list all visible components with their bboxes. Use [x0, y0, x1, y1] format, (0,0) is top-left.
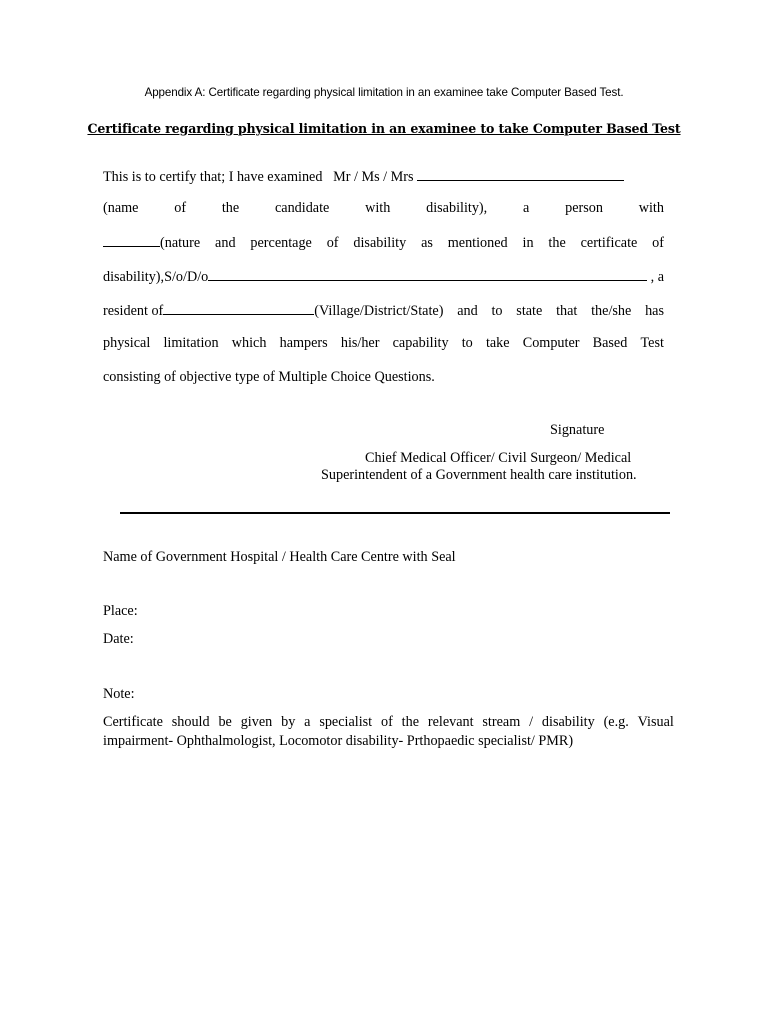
body-line-2 — [103, 200, 664, 217]
word: disability — [541, 714, 595, 730]
word: Test — [640, 335, 664, 351]
salutation-text: Mr / Ms / Mrs — [333, 169, 414, 185]
nature-group — [103, 233, 200, 252]
note-label: Note: — [103, 686, 135, 702]
word: limitation — [163, 335, 219, 351]
word: should — [171, 714, 210, 730]
hospital-seal-label: Name of Government Hospital / Health Care Centre with Seal — [103, 549, 456, 565]
word: of — [652, 235, 664, 251]
word: Visual — [637, 714, 674, 730]
word: as — [421, 235, 433, 251]
word: disability), — [426, 200, 488, 216]
word: percentage — [250, 235, 312, 251]
body-line-7: consisting of objective type of Multiple Choice Questions. — [103, 369, 435, 385]
word: and — [457, 303, 478, 319]
word: state — [516, 303, 543, 319]
signature-label: Signature — [550, 422, 605, 438]
word: of — [326, 235, 339, 251]
word: and — [215, 235, 236, 251]
residence-group — [103, 301, 443, 320]
word: to — [461, 335, 473, 351]
word: stream — [482, 714, 521, 730]
word: the — [221, 200, 240, 216]
body-line-5 — [103, 301, 664, 320]
separator-line — [120, 512, 670, 514]
word: a — [523, 200, 530, 216]
word: mentioned — [447, 235, 508, 251]
word: specialist — [319, 714, 373, 730]
designation-line-1: Chief Medical Officer/ Civil Surgeon/ Medical — [365, 450, 632, 466]
word: with — [638, 200, 664, 216]
word: Certificate — [103, 714, 163, 730]
word: to — [491, 303, 503, 319]
resident-label: resident of — [103, 303, 164, 319]
word: the — [548, 235, 566, 251]
disability-blank[interactable] — [103, 233, 160, 247]
word: (nature — [160, 235, 201, 251]
certify-text: This is to certify that; I have examined — [103, 169, 323, 185]
candidate-name-blank[interactable] — [417, 167, 624, 181]
word: with — [365, 200, 391, 216]
word: Computer — [522, 335, 580, 351]
word: that — [556, 303, 578, 319]
certificate-title: Certificate regarding physical limitation in an examinee to take Computer Based Test — [87, 121, 681, 136]
word: which — [231, 335, 267, 351]
word: given — [240, 714, 273, 730]
parent-name-blank[interactable] — [208, 267, 646, 281]
relation-label: disability),S/o/D/o — [103, 269, 209, 285]
word: hampers — [279, 335, 328, 351]
word: certificate — [580, 235, 638, 251]
word: be — [218, 714, 232, 730]
body-line-1 — [103, 167, 624, 186]
designation-line-2: Superintendent of a Government health care institution. — [321, 467, 637, 483]
word: the — [401, 714, 419, 730]
word: disability — [353, 235, 407, 251]
word: capability — [392, 335, 449, 351]
residence-blank[interactable] — [163, 301, 314, 315]
word: take — [485, 335, 510, 351]
body-line-4 — [103, 267, 664, 286]
word: of — [174, 200, 187, 216]
word: (Village/District/State) — [314, 303, 444, 319]
word: his/her — [340, 335, 380, 351]
word: the/she — [591, 303, 632, 319]
place-label: Place: — [103, 603, 138, 619]
word: by — [281, 714, 296, 730]
body-line-3 — [103, 233, 664, 252]
word: candidate — [274, 200, 330, 216]
word: of — [380, 714, 393, 730]
note-line-1 — [103, 714, 674, 731]
word: has — [645, 303, 664, 319]
word: (e.g. — [603, 714, 629, 730]
word: person — [565, 200, 603, 216]
word: a — [304, 714, 311, 730]
word: / — [529, 714, 534, 730]
date-label: Date: — [103, 631, 134, 647]
word: (name — [103, 200, 139, 216]
body-line-6 — [103, 335, 664, 352]
word: relevant — [427, 714, 474, 730]
note-line-2: impairment- Ophthalmologist, Locomotor disability- Prthopaedic specialist/ PMR) — [103, 733, 574, 749]
word: physical — [103, 335, 151, 351]
line4-suffix: , a — [650, 269, 664, 285]
word: Based — [592, 335, 628, 351]
word: in — [522, 235, 534, 251]
appendix-heading: Appendix A: Certificate regarding physical limitation in an examinee take Computer Based Test. — [144, 86, 624, 99]
